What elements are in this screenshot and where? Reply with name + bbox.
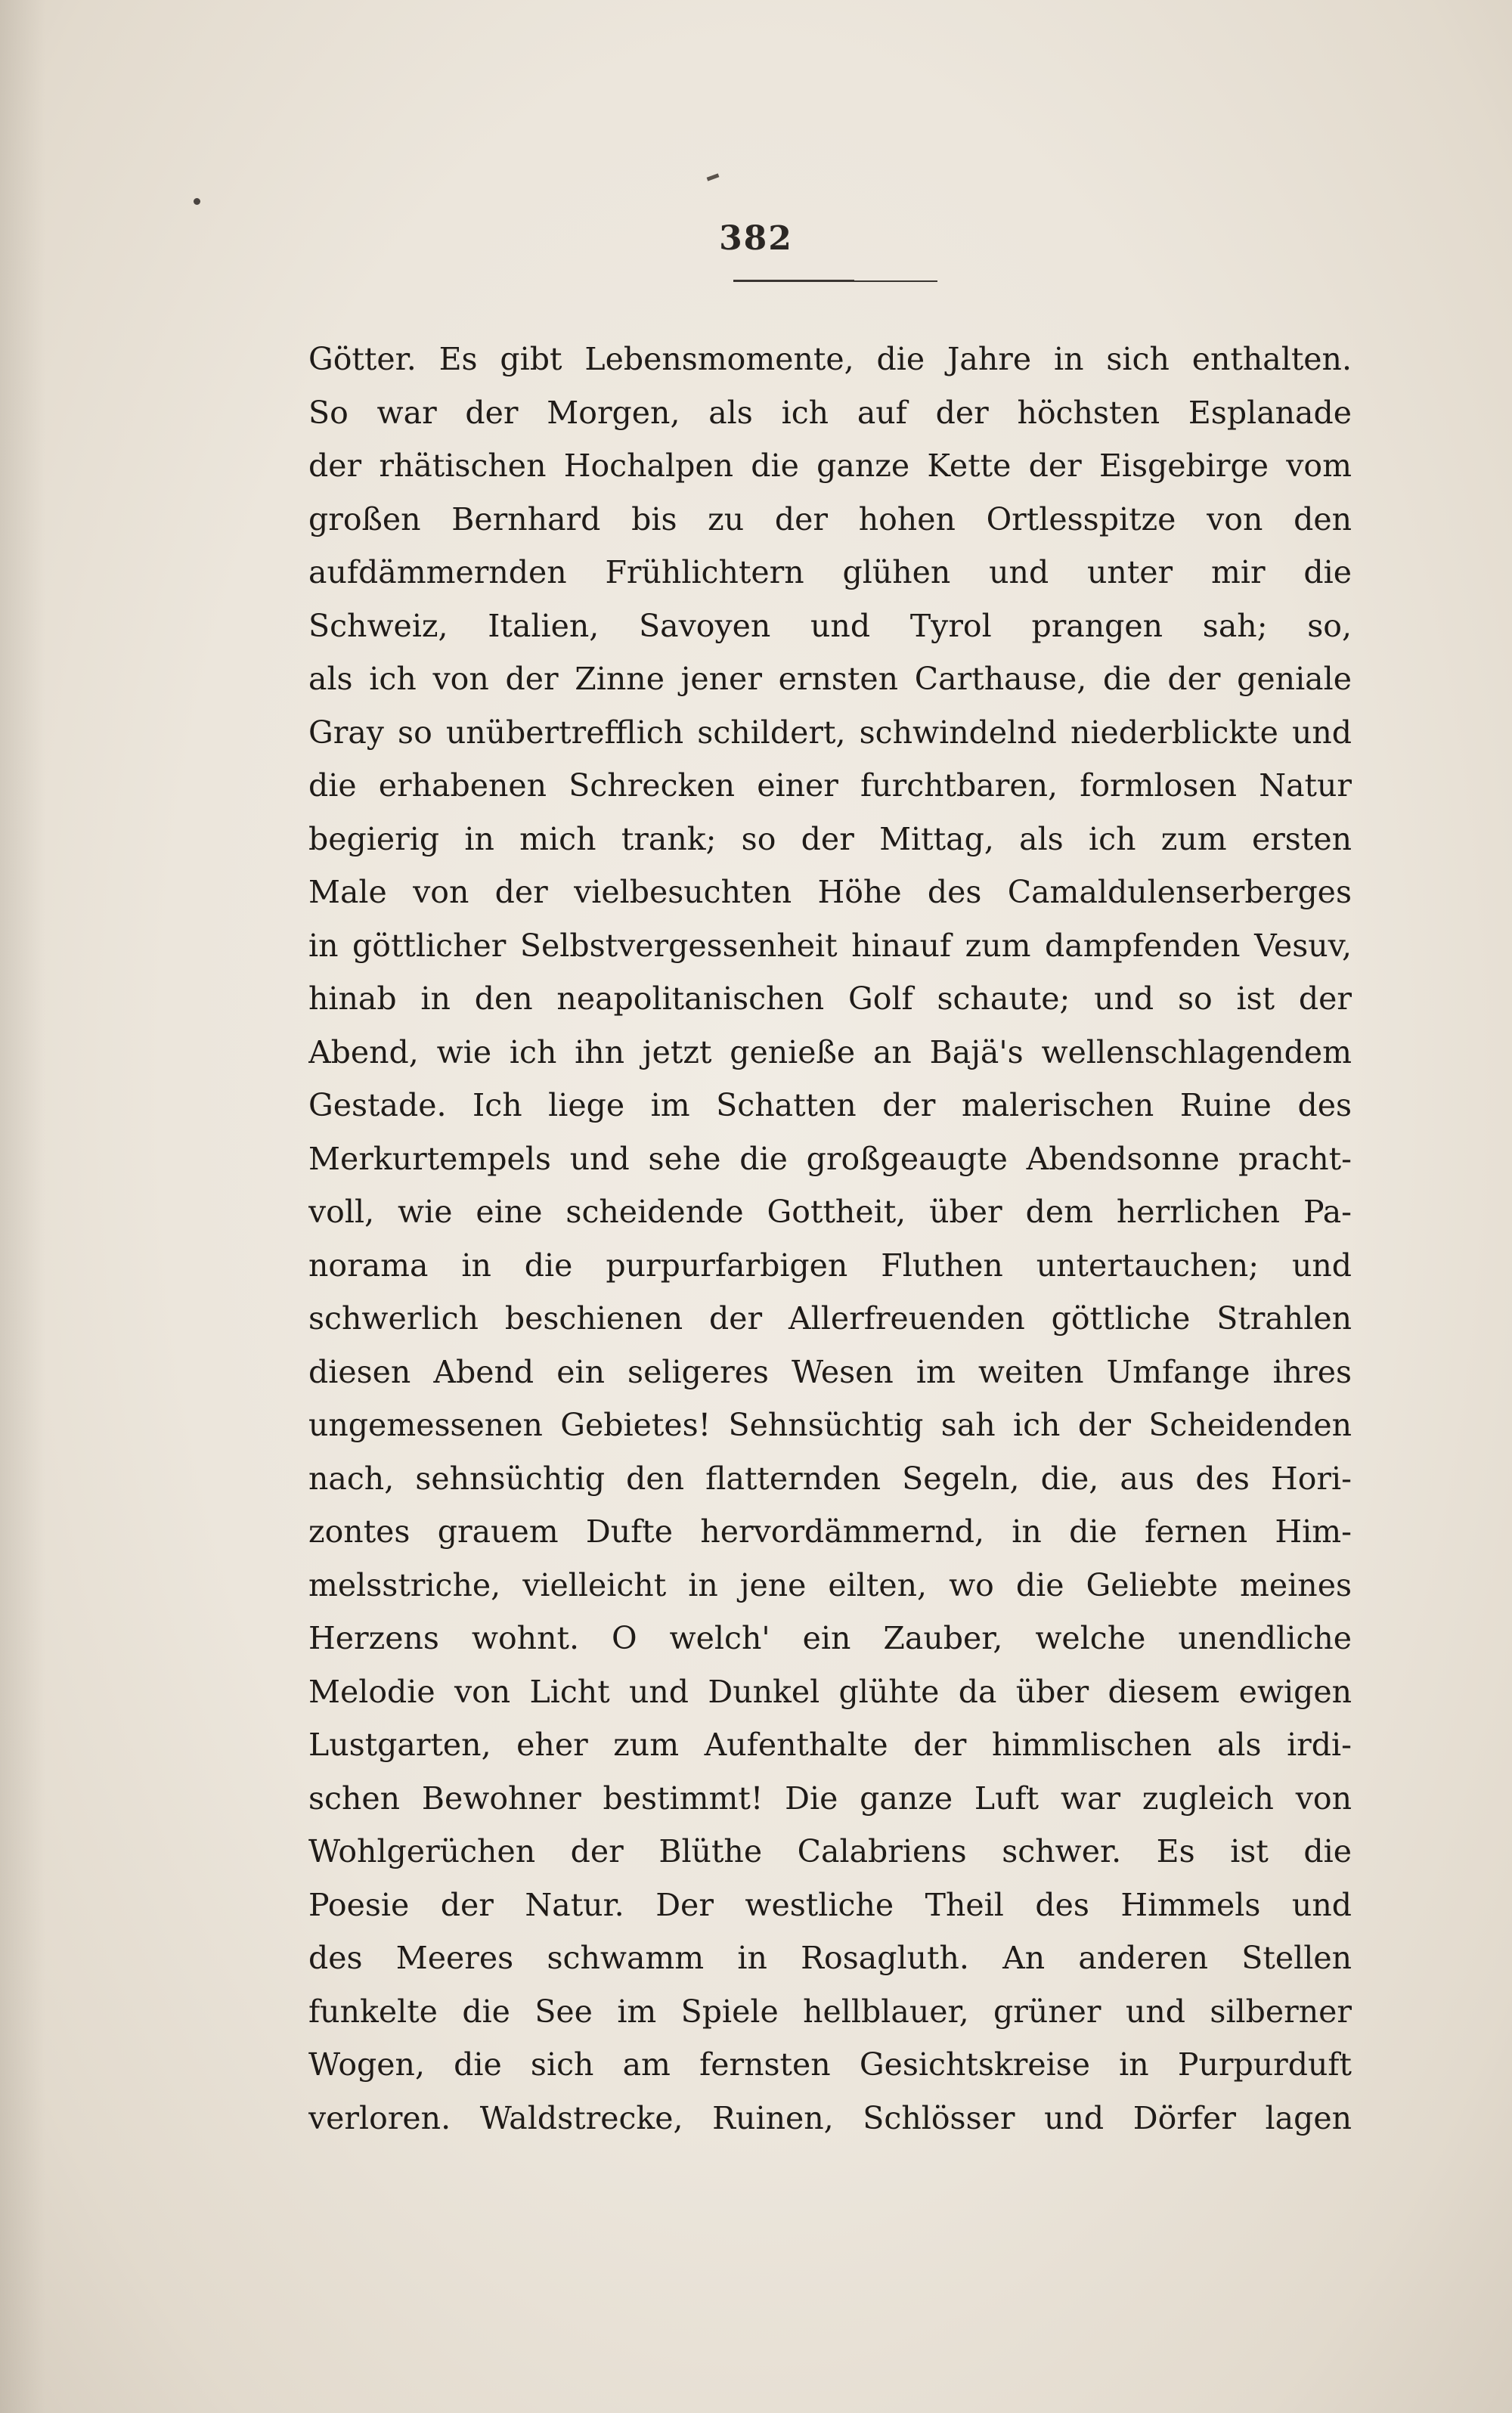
text-line: Gray so unübertrefflich schildert, schwindelnd niederblickte und (308, 714, 1352, 751)
text-line: voll, wie eine scheidende Gottheit, über dem herrlichen Pa- (308, 1194, 1352, 1230)
text-line: ungemessenen Gebietes! Sehnsüchtig sah ich der Scheidenden (308, 1407, 1352, 1443)
text-line: Merkurtempels und sehe die großgeaugte Abendsonne pracht- (308, 1140, 1352, 1177)
header-rule (733, 280, 854, 282)
text-line: Lustgarten, eher zum Aufenthalte der himmlischen als irdi- (308, 1727, 1352, 1763)
text-line: die erhabenen Schrecken einer furchtbaren, formlosen Natur (308, 767, 1352, 804)
text-line: verloren. Waldstrecke, Ruinen, Schlösser und Dörfer lagen (308, 2099, 1352, 2136)
ink-speck (194, 198, 200, 205)
text-line: Wohlgerüchen der Blüthe Calabriens schwer. Es ist die (308, 1833, 1352, 1869)
text-line: aufdämmernden Frühlichtern glühen und unter mir die (308, 554, 1352, 590)
text-line: Wogen, die sich am fernsten Gesichtskreise in Purpurduft (308, 2046, 1352, 2083)
text-line: schwerlich beschienen der Allerfreuenden göttliche Strahlen (308, 1300, 1352, 1337)
text-line: der rhätischen Hochalpen die ganze Kette der Eisgebirge vom (308, 448, 1352, 484)
text-line: diesen Abend ein seligeres Wesen im weiten Umfange ihres (308, 1353, 1352, 1390)
text-line: hinab in den neapolitanischen Golf schaute; und so ist der (308, 980, 1352, 1017)
text-line: Gestade. Ich liege im Schatten der malerischen Ruine des (308, 1087, 1352, 1123)
header-rule-thin (854, 280, 937, 282)
ink-mark (707, 173, 720, 181)
text-line: schen Bewohner bestimmt! Die ganze Luft war zugleich von (308, 1780, 1352, 1817)
text-line: in göttlicher Selbstvergessenheit hinauf zum dampfenden Vesuv, (308, 927, 1352, 964)
body-text (308, 333, 1352, 2145)
text-line: Abend, wie ich ihn jetzt genieße an Bajä's wellenschlagendem (308, 1033, 1352, 1070)
text-line: So war der Morgen, als ich auf der höchsten Esplanade (308, 394, 1352, 431)
text-line: Male von der vielbesuchten Höhe des Camaldulenserberges (308, 874, 1352, 910)
text-line: Herzens wohnt. O welch' ein Zauber, welche unendliche (308, 1620, 1352, 1656)
text-line: begierig in mich trank; so der Mittag, als ich zum ersten (308, 820, 1352, 857)
text-line: Schweiz, Italien, Savoyen und Tyrol prangen sah; so, (308, 607, 1352, 644)
text-line: funkelte die See im Spiele hellblauer, grüner und silberner (308, 1993, 1352, 2030)
text-line: norama in die purpurfarbigen Fluthen untertauchen; und (308, 1247, 1352, 1284)
text-line: Melodie von Licht und Dunkel glühte da über diesem ewigen (308, 1673, 1352, 1710)
text-line: zontes grauem Dufte hervordämmernd, in die fernen Him- (308, 1513, 1352, 1550)
text-line: großen Bernhard bis zu der hohen Ortlesspitze von den (308, 500, 1352, 537)
text-line: Poesie der Natur. Der westliche Theil des Himmels und (308, 1886, 1352, 1923)
page-number: 382 (719, 219, 793, 258)
text-line: des Meeres schwamm in Rosagluth. An anderen Stellen (308, 1940, 1352, 1976)
binding-shadow (0, 0, 45, 2413)
text-line: als ich von der Zinne jener ernsten Carthause, die der geniale (308, 661, 1352, 697)
text-line: Götter. Es gibt Lebensmomente, die Jahre in sich enthalten. (308, 341, 1352, 377)
text-line: nach, sehnsüchtig den flatternden Segeln, die, aus des Hori- (308, 1460, 1352, 1497)
text-line: melsstriche, vielleicht in jene eilten, wo die Geliebte meines (308, 1566, 1352, 1603)
